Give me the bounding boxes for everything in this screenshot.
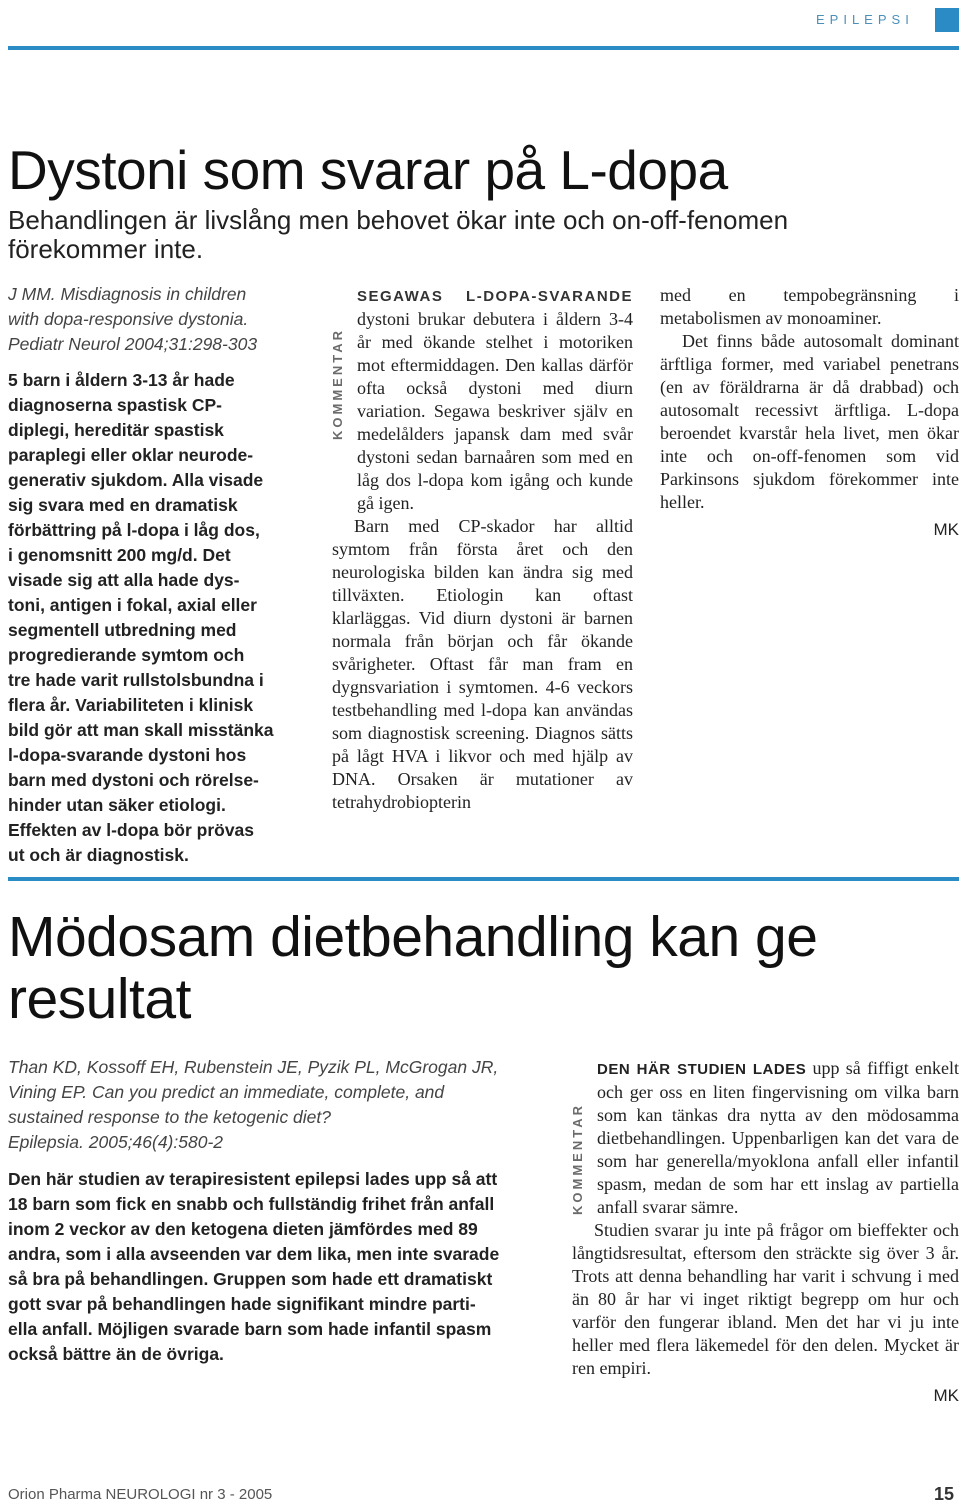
footer-publication: Orion Pharma NEUROLOGI nr 3 - 2005	[8, 1486, 273, 1503]
summary-line: ella anfall. Möjligen svarade barn som hade infantil spasm	[8, 1319, 492, 1339]
article-1-summary	[8, 368, 308, 868]
summary-line: tre hade varit rullstolsbundna i	[8, 670, 264, 690]
summary-line: hinder utan säker etiologi.	[8, 795, 226, 815]
article-1-comment-p2: Barn med CP-skador har alltid symtom från första året och den neurologiska bilden kan ändra sig med tillväxten. Etiologin kan oftast klarläggas. Vid diurn dystoni är barnen normala från början och får ökande svårigheter. Oftast får man fram en dygnsvariation i symtomen. 4-6 veckors testbehandling med l-dopa kan användas som diagnostisk screening. Diagnos sätts på lågt HVA i likvor och med hjälp av DNA. Orsaken är mutationer av tetrahydrobiopterin	[332, 516, 633, 812]
article-2-signature: MK	[933, 1386, 959, 1405]
summary-line: paraplegi eller oklar neurode-	[8, 445, 254, 465]
section-label: EPILEPSI	[816, 12, 914, 27]
article-2-left-column	[8, 1055, 553, 1367]
article-1-left-column	[8, 282, 308, 868]
article-2-summary	[8, 1167, 553, 1367]
middle-rule	[8, 877, 959, 881]
reference-line: J MM. Misdiagnosis in children	[8, 284, 247, 304]
page-number: 15	[933, 1484, 954, 1504]
summary-line: också bättre än de övriga.	[8, 1344, 224, 1364]
summary-line: visade sig att alla hade dys-	[8, 570, 240, 590]
article-2-comment-column	[572, 1057, 959, 1407]
article-1-comment-lead: SEGAWAS L-DOPA-SVARANDE	[357, 288, 633, 305]
summary-line: toni, antigen i fokal, axial eller	[8, 595, 257, 615]
article-2-title: Mödosam dietbehandling kan ge resultat	[8, 905, 818, 1031]
article-2-comment-lead: DEN HÄR STUDIEN LADES	[597, 1061, 807, 1078]
summary-line: så bra på behandlingen. Gruppen som hade ett dramatiskt	[8, 1269, 493, 1289]
article-1-right-column	[660, 284, 959, 541]
summary-line: ut och är diagnostisk.	[8, 845, 189, 865]
reference-line: Than KD, Kossoff EH, Rubenstein JE, Pyzik PL, McGrogan JR,	[8, 1057, 499, 1077]
reference-line: Vining EP. Can you predict an immediate, complete, and	[8, 1082, 445, 1102]
summary-line: gott svar på behandlingen hade signifikant mindre parti-	[8, 1294, 476, 1314]
article-1-subtitle: Behandlingen är livslång men behovet ökar inte och on-off-fenomen förekommer inte.	[8, 205, 789, 264]
reference-line: sustained response to the ketogenic diet?	[8, 1107, 331, 1127]
article-1-comment-p4: Det finns både autosomalt dominant ärftliga former, med variabel penetrans (en av föräldrarna är då drabbad) och autosomalt recessivt ärftliga. L-dopa beroendet kvarstår hela livet, men ökar inte och on-off-fenomen som vid Parkinsons sjukdom förekommer inte heller.	[660, 331, 959, 512]
article-2-comment-p1	[572, 1057, 959, 1219]
article-1-comment-label: KOMMENTAR	[330, 328, 345, 440]
article-1-comment-p1-text: dystoni brukar debutera i åldern 3-4 år med ökande stelhet i motoriken mot eftermiddagen. Den kallas därför ofta också dystoni med diurn variation. Segawa beskriver själv en medelålders japansk dam med svår dystoni sedan barnaåren som med en låg dos l-dopa kom igång och kunde gå igen.	[357, 309, 633, 513]
reference-line: with dopa-responsive dystonia.	[8, 309, 249, 329]
summary-line: 18 barn som fick en snabb och fullständig frihet från anfall	[8, 1194, 495, 1214]
article-1-comment-p3: med en tempobegränsning i metabolismen av monoaminer.	[660, 285, 959, 328]
summary-line: inom 2 veckor av den ketogena dieten jämfördes med 89	[8, 1219, 478, 1239]
summary-line: sig svara med en dramatisk	[8, 495, 238, 515]
summary-line: l-dopa-svarande dystoni hos	[8, 745, 247, 765]
summary-line: Den här studien av terapiresistent epilepsi lades upp så att	[8, 1169, 498, 1189]
summary-line: andra, som i alla avseenden var dem lika, men inte svarade	[8, 1244, 500, 1264]
summary-line: segmentell utbredning med	[8, 620, 237, 640]
article-1-comment-p1	[332, 284, 633, 515]
summary-line: diplegi, hereditär spastisk	[8, 420, 224, 440]
article-1-comment-column	[332, 284, 633, 814]
summary-line: Effekten av l-dopa bör prövas	[8, 820, 255, 840]
summary-line: barn med dystoni och rörelse-	[8, 770, 259, 790]
summary-line: flera år. Variabiliteten i klinisk	[8, 695, 254, 715]
summary-line: diagnoserna spastisk CP-	[8, 395, 222, 415]
article-1-title: Dystoni som svarar på L-dopa	[8, 139, 728, 201]
summary-line: förbättring på l-dopa i låg dos,	[8, 520, 260, 540]
summary-line: progredierande symtom och	[8, 645, 245, 665]
top-rule	[8, 46, 959, 50]
article-1-reference	[8, 282, 308, 357]
summary-line: bild gör att man skall misstänka	[8, 720, 274, 740]
article-2-comment-label: KOMMENTAR	[570, 1103, 585, 1215]
summary-line: generativ sjukdom. Alla visade	[8, 470, 264, 490]
article-2-reference	[8, 1055, 553, 1155]
section-marker	[935, 8, 959, 32]
reference-line: Pediatr Neurol 2004;31:298-303	[8, 334, 258, 354]
summary-line: 5 barn i åldern 3-13 år hade	[8, 370, 235, 390]
article-1-signature: MK	[933, 520, 959, 539]
article-2-comment-p2: Studien svarar ju inte på frågor om bieffekter och långtidsresultat, eftersom den sträckte sig över 3 år. Trots att denna behandling har varit i schvung i med än 80 år har vi inget riktigt begrepp om hur och varför den fungerar ibland. Men det har vi ju inte heller med flera läkemedel för den delen. Mycket är ren empiri.	[572, 1220, 959, 1378]
reference-line: Epilepsia. 2005;46(4):580-2	[8, 1132, 224, 1152]
article-2-comment-p1-text: upp så fiffigt enkelt och ger oss en liten fingervisning om vilka barn som kan tänkas dra nytta av den mödosamma dietbehandlingen. Uppenbarligen kan det vara de som har generella/myoklona anfall eller infantil spasm, medan de som har ett inslag av partiella anfall svarar sämre.	[597, 1058, 959, 1217]
summary-line: i genomsnitt 200 mg/d. Det	[8, 545, 231, 565]
